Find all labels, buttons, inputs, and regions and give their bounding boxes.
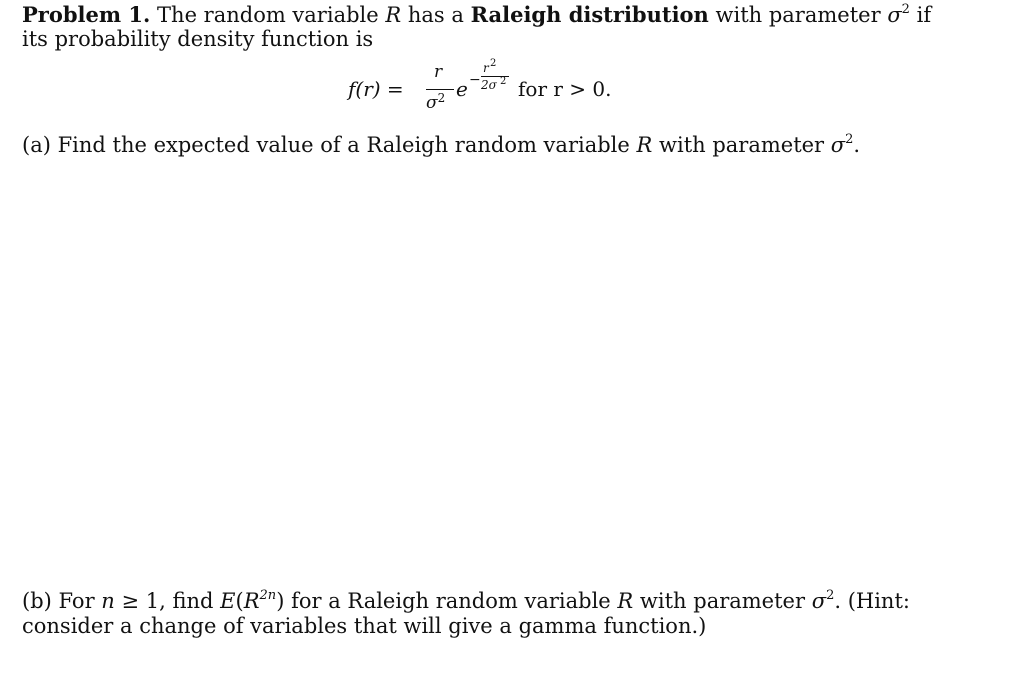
denominator-exponent: 2 xyxy=(437,91,446,105)
part-a-text-2: with parameter xyxy=(659,133,825,157)
part-a-square: 2 xyxy=(845,132,854,147)
intro-text-line-2: its probability density function is xyxy=(22,27,374,51)
part-b-variable-r: R xyxy=(617,589,634,613)
intro-text-1: The random variable xyxy=(157,3,379,27)
pdf-equation xyxy=(348,58,668,118)
part-b-text-3: for a Raleigh random variable xyxy=(291,589,611,613)
part-b-text-1: (b) For xyxy=(22,589,95,613)
part-b-line-2 xyxy=(22,613,706,639)
fraction-denominator xyxy=(426,91,445,113)
part-b-square: 2 xyxy=(826,588,835,603)
exponent-numerator-r: r xyxy=(483,61,489,75)
part-b-n: n xyxy=(101,589,115,613)
intro-text-3: with parameter xyxy=(715,3,881,27)
fraction-bar xyxy=(426,89,454,90)
part-b-expectation: E xyxy=(220,589,236,613)
part-b-text-5: . (Hint: xyxy=(834,589,910,613)
part-a-text-1: (a) Find the expected value of a Raleigh random variable xyxy=(22,133,630,157)
intro-text-4: if xyxy=(916,3,932,27)
exponent-denominator-power: 2 xyxy=(500,76,507,87)
equation-lhs: f(r) = xyxy=(348,77,404,101)
part-a-period: . xyxy=(853,133,861,157)
part-b-line-1 xyxy=(22,588,910,614)
exponent-numerator-power: 2 xyxy=(490,58,497,69)
distribution-name: Raleigh distribution xyxy=(470,2,709,27)
part-b-r: R xyxy=(243,589,260,613)
part-b-sigma: σ xyxy=(811,589,827,613)
part-a xyxy=(22,132,860,158)
exponent-minus: − xyxy=(469,72,481,88)
part-b-exponent: 2n xyxy=(259,588,277,603)
variable-r: R xyxy=(385,3,402,27)
part-b-paren-close: ) xyxy=(276,589,285,613)
problem-statement-line-2 xyxy=(22,26,373,52)
exponential-e: e xyxy=(456,77,468,101)
denominator-sigma: σ xyxy=(426,93,438,113)
square-exponent: 2 xyxy=(901,2,910,17)
part-b-text-4: with parameter xyxy=(639,589,806,613)
fraction-numerator: r xyxy=(434,62,443,82)
part-b-paren-open: ( xyxy=(235,589,244,613)
part-b-hint: consider a change of variables that will give a gamma function.) xyxy=(22,614,707,638)
part-b-text-2: ≥ 1, find xyxy=(121,589,214,613)
intro-text-2: has a xyxy=(407,3,464,27)
equation-condition: for r > 0. xyxy=(518,77,612,101)
exponent-denominator: 2σ xyxy=(481,78,497,92)
problem-label: Problem 1. xyxy=(22,2,151,27)
problem-statement-line-1 xyxy=(22,2,931,28)
part-a-sigma: σ xyxy=(830,133,846,157)
sigma-symbol: σ xyxy=(887,3,902,27)
part-a-variable-r: R xyxy=(636,133,653,157)
